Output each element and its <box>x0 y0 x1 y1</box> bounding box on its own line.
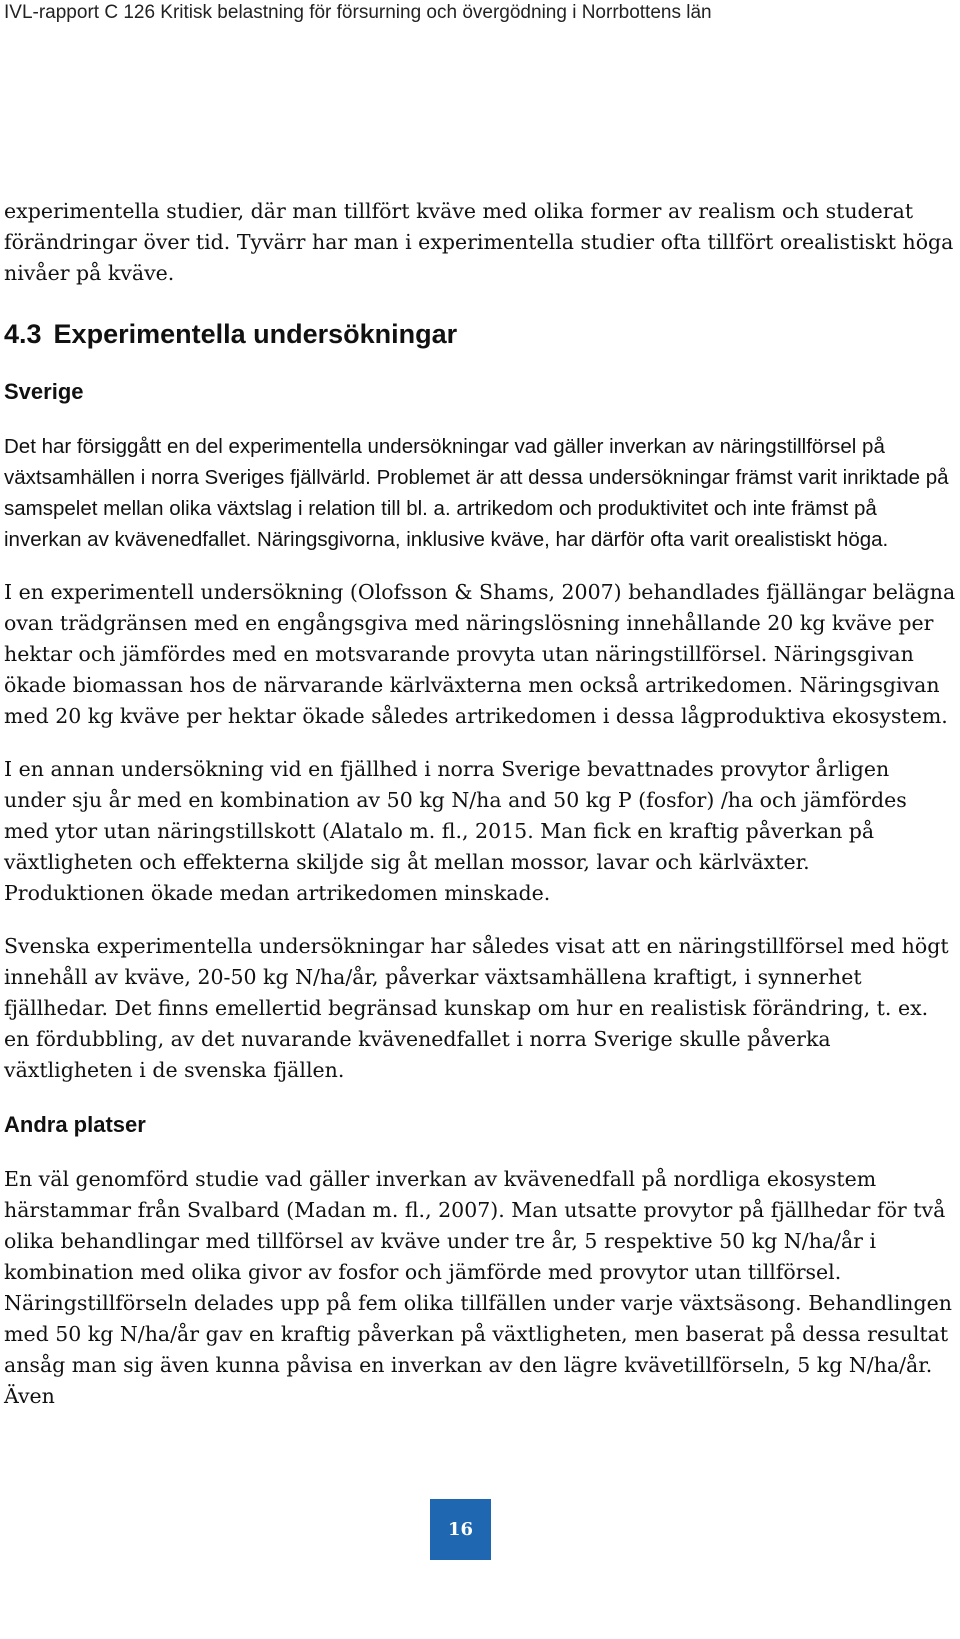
sweden-paragraph-1: Det har försiggått en del experimentella undersökningar vad gäller inverkan av näringstillförsel på växtsamhällen i norra Sveriges fjällvärld. Problemet är att dessa undersökningar främst varit inriktade på samspelet mellan olika växtslag i relation till bl. a. artrikedom och produktivitet och inte främst på inverkan av kvävenedfallet. Näringsgivorna, inklusive kväve, har därför ofta varit orealistiskt höga. <box>4 435 949 551</box>
sweden-paragraph-4: Svenska experimentella undersökningar har således visat att en näringstillförsel med högt innehåll av kväve, 20-50 kg N/ha/år, påverkar växtsamhällena kraftigt, i synnerhet fjällhedar. Det finns emellertid begränsad kunskap om hur en realistisk förändring, t. ex. en fördubbling, av det nuvarande kvävenedfallet i norra Sverige skulle påverka växtligheten i de svenska fjällen. <box>4 934 949 1082</box>
sweden-paragraph-3: I en annan undersökning vid en fjällhed i norra Sverige bevattnades provytor årligen under sju år med en kombination av 50 kg N/ha and 50 kg P (fosfor) /ha och jämfördes med ytor utan näringstillskott (Alatalo m. fl., 2015. Man fick en kraftig påverkan på växtligheten och effekterna skiljde sig åt mellan mossor, lavar och kärlväxter. Produktionen ökade medan artrikedomen minskade. <box>4 757 907 905</box>
other-paragraph-1: En väl genomförd studie vad gäller inverkan av kvävenedfall på nordliga ekosystem härstammar från Svalbard (Madan m. fl., 2007). Man utsatte provytor på fjällhedar för två olika behandlingar med tillförsel av kväve under tre år, 5 respektive 50 kg N/ha/år i kombination med olika givor av fosfor och jämförde med provytor utan tillförsel. Näringstillförseln delades upp på fem olika tillfällen under varje växtsäsong. Behandlingen med 50 kg N/ha/år gav en kraftig påverkan på växtligheten, men baserat på dessa resultat ansåg man sig även kunna påvisa en inverkan av den lägre kvävetillförseln, 5 kg N/ha/år. Även <box>4 1167 952 1408</box>
section-number: 4.3 <box>4 319 42 349</box>
document-body <box>4 196 956 1412</box>
page-number-badge: 16 <box>430 1499 491 1560</box>
subsection-heading-sweden: Sverige <box>4 379 84 404</box>
sweden-paragraph-2: I en experimentell undersökning (Olofsson & Shams, 2007) behandlades fjällängar belägna ovan trädgränsen med en engångsgiva med näringslösning innehållande 20 kg kväve per hektar och jämfördes med en motsvarande provyta utan näringstillförsel. Näringsgivan ökade biomassan hos de närvarande kärlväxterna men också artrikedomen. Näringsgivan med 20 kg kväve per hektar ökade således artrikedomen i dessa lågproduktiva ekosystem. <box>4 580 956 728</box>
intro-paragraph: experimentella studier, där man tillfört kväve med olika former av realism och studerat förändringar över tid. Tyvärr har man i experimentella studier ofta tillfört orealistiskt höga nivåer på kväve. <box>4 199 954 285</box>
section-title: Experimentella undersökningar <box>53 319 458 349</box>
running-header: IVL-rapport C 126 Kritisk belastning för försurning och övergödning i Norrbottens län <box>4 2 712 23</box>
section-heading <box>4 315 956 353</box>
subsection-heading-other: Andra platser <box>4 1112 146 1137</box>
